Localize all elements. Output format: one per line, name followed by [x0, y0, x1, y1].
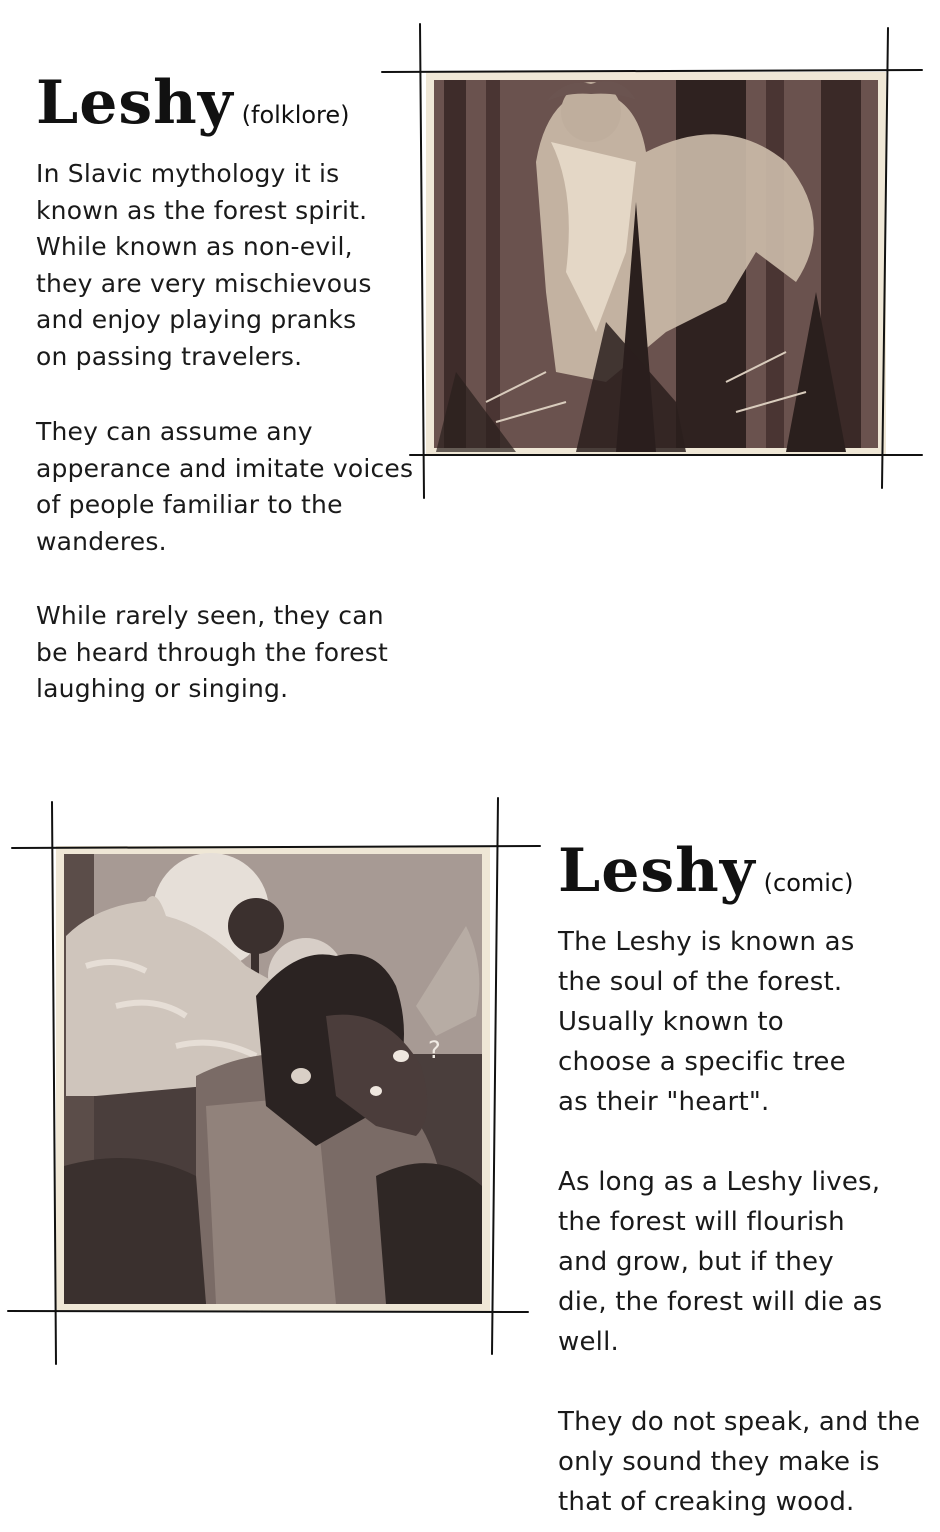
comic-frame-line-left: [52, 802, 56, 1364]
comic-paragraph-3: They do not speak, and the only sound they make is that of creaking wood.: [558, 1407, 921, 1517]
folklore-paragraph-2: They can assume any apperance and imitate voices of people familiar to the wanderes.: [36, 417, 414, 556]
question-mark: ?: [428, 1036, 441, 1064]
frame-line-top: [382, 70, 922, 72]
comic-frame-line-bottom: [8, 1311, 528, 1312]
comic-frame-line-top: [12, 846, 540, 848]
comic-paragraph-1: The Leshy is known as the soul of the forest. Usually known to choose a specific tree as their "heart".: [558, 927, 855, 1117]
comic-frame-line-right: [492, 798, 498, 1354]
frame-line-right: [882, 28, 888, 488]
comic-subtitle: (comic): [763, 869, 854, 897]
folklore-subtitle: (folklore): [241, 101, 350, 129]
frame-line-left: [420, 24, 424, 498]
comic-paragraph-2: As long as a Leshy lives, the forest will flourish and grow, but if they die, the forest will die as well.: [558, 1167, 883, 1357]
folklore-title-text: Leshy: [36, 68, 234, 138]
comic-title-text: Leshy: [558, 836, 756, 906]
folklore-paragraph-3: While rarely seen, they can be heard through the forest laughing or singing.: [36, 601, 388, 703]
folklore-paragraph-1: In Slavic mythology it is known as the forest spirit. While known as non-evil, they are very mischievous and enjoy playing pranks on passing travelers.: [36, 159, 372, 371]
